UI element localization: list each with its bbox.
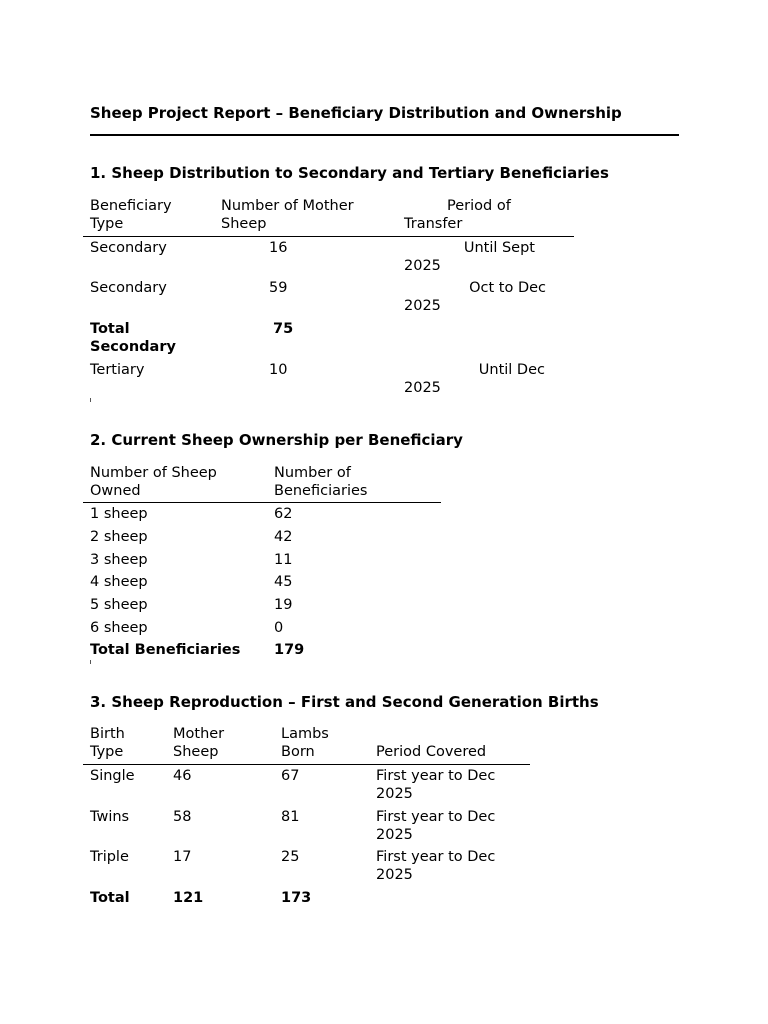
s2-row-count: 11 bbox=[274, 552, 293, 568]
s2-row-count: 19 bbox=[274, 597, 293, 613]
s3-row-lambs: 25 bbox=[281, 849, 300, 865]
section3-heading: 3. Sheep Reproduction – First and Second Generation Births bbox=[90, 693, 599, 711]
s2-row-owned: 6 sheep bbox=[90, 620, 148, 636]
s3-row-mothers: 46 bbox=[173, 768, 192, 784]
s1-row-period: Oct to Dec 2025 bbox=[404, 280, 546, 314]
s1-row-period: Until Sept 2025 bbox=[404, 240, 535, 274]
s1-marker bbox=[90, 398, 91, 402]
s2-row-count: 62 bbox=[274, 506, 293, 522]
s2-row-owned: 3 sheep bbox=[90, 552, 148, 568]
s2-marker bbox=[90, 660, 91, 664]
s3-row-type: Twins bbox=[90, 809, 130, 825]
s1-row-count: 59 bbox=[269, 280, 288, 296]
s1-header-period: Period of Transfer bbox=[404, 198, 511, 232]
s2-row-owned: 2 sheep bbox=[90, 529, 148, 545]
s3-row-type: Single bbox=[90, 768, 135, 784]
s2-row-count: 45 bbox=[274, 574, 293, 590]
s3-header-period: Period Covered bbox=[376, 744, 487, 760]
s2-row-owned: 1 sheep bbox=[90, 506, 148, 522]
s3-header-lambs: Lambs Born bbox=[281, 726, 329, 760]
s1-row-type: Secondary bbox=[90, 280, 167, 296]
s3-row-period: First year to Dec 2025 bbox=[376, 809, 496, 843]
s3-row-period: First year to Dec 2025 bbox=[376, 768, 496, 802]
s3-header-rule bbox=[83, 764, 530, 765]
s1-row-count: 10 bbox=[269, 362, 288, 378]
section2-heading: 2. Current Sheep Ownership per Beneficiary bbox=[90, 431, 463, 449]
s2-header-count: Number of Beneficiaries bbox=[274, 465, 368, 499]
report-title: Sheep Project Report – Beneficiary Distribution and Ownership bbox=[90, 104, 622, 122]
s3-row-period: First year to Dec 2025 bbox=[376, 849, 496, 883]
s3-total-label: Total bbox=[90, 890, 130, 906]
s1-row-type: Tertiary bbox=[90, 362, 145, 378]
s1-header-mothers: Number of Mother Sheep bbox=[221, 198, 354, 232]
s1-row-type: Secondary bbox=[90, 240, 167, 256]
s3-header-type: Birth Type bbox=[90, 726, 125, 760]
s1-total-count: 75 bbox=[273, 321, 294, 337]
s3-total-mothers: 121 bbox=[173, 890, 204, 906]
s1-header-type: Beneficiary Type bbox=[90, 198, 172, 232]
s2-row-owned: 5 sheep bbox=[90, 597, 148, 613]
section1-heading: 1. Sheep Distribution to Secondary and Tertiary Beneficiaries bbox=[90, 164, 609, 182]
s3-row-lambs: 81 bbox=[281, 809, 300, 825]
s3-total-lambs: 173 bbox=[281, 890, 312, 906]
s2-header-owned: Number of Sheep Owned bbox=[90, 465, 217, 499]
s1-header-rule bbox=[83, 236, 574, 237]
s2-total-label: Total Beneficiaries bbox=[90, 642, 241, 658]
s2-row-count: 0 bbox=[274, 620, 284, 636]
s2-row-owned: 4 sheep bbox=[90, 574, 148, 590]
s2-total-count: 179 bbox=[274, 642, 305, 658]
s1-total-label: Total Secondary bbox=[90, 321, 176, 355]
s3-row-mothers: 17 bbox=[173, 849, 192, 865]
s3-row-type: Triple bbox=[90, 849, 129, 865]
s2-header-rule bbox=[83, 502, 441, 503]
s3-row-lambs: 67 bbox=[281, 768, 300, 784]
s1-row-period: Until Dec 2025 bbox=[404, 362, 545, 396]
s3-header-mothers: Mother Sheep bbox=[173, 726, 225, 760]
s3-row-mothers: 58 bbox=[173, 809, 192, 825]
s1-row-count: 16 bbox=[269, 240, 288, 256]
title-rule bbox=[90, 134, 679, 136]
s2-row-count: 42 bbox=[274, 529, 293, 545]
